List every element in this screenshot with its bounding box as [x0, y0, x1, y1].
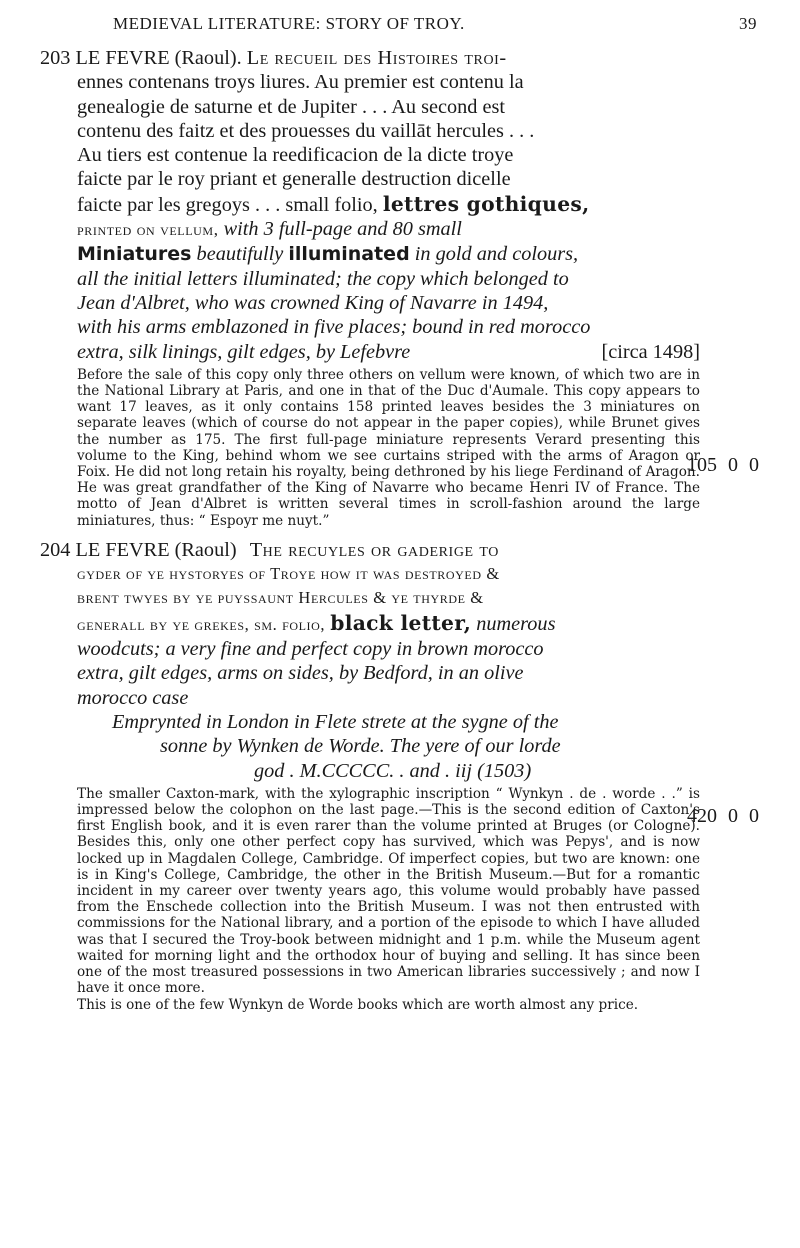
description-italic: morocco case: [77, 686, 189, 709]
description-italic: extra, gilt edges, arms on sides, by Bedford, in an olive: [77, 662, 524, 685]
imprint-line: god . M.CCCCC. . and . iij (1503): [254, 759, 532, 782]
entry-author: LE FEVRE (Raoul): [75, 538, 237, 561]
description-italic: with his arms emblazoned in five places; bound in red morocco: [77, 316, 591, 339]
format-blackletter: black letter,: [330, 610, 472, 635]
description-italic: in gold and colours,: [414, 243, 579, 266]
description-italic: beautifully: [196, 243, 284, 266]
entry-title-line: faicte par le roy priant et generalle destruction dicelle: [77, 168, 511, 191]
format-blackletter: lettres gothiques,: [382, 191, 590, 216]
catalogue-entry-203: [40, 46, 759, 529]
entry-title-line: faicte par les gregoys . . . small folio,: [77, 193, 378, 216]
price: 420 0 0: [687, 804, 759, 827]
date-note: [circa 1498]: [601, 340, 700, 363]
entry-title-line: Au tiers est contenue la reedificacion de la dicte troye: [77, 144, 514, 167]
entry-title-line: contenu des faitz et des prouesses du vaillāt hercules . . .: [77, 119, 535, 142]
entry-description: [40, 538, 700, 783]
illuminated-label: illuminated: [288, 243, 410, 266]
page-number: 39: [739, 14, 757, 33]
entry-note: [77, 786, 700, 1013]
entry-title-line: brent twyes by ye puyssaunt Hercules & ye thyrde &: [77, 588, 484, 608]
entry-note: [77, 367, 700, 529]
entry-title-line: generall by ye grekes, sm. folio,: [77, 614, 326, 634]
description-italic: with 3 full-page and 80 small: [223, 218, 462, 241]
description-italic: all the initial letters illuminated; the copy which belonged to: [77, 267, 569, 290]
note-paragraph: The smaller Caxton-mark, with the xylographic inscription “ Wynkyn . de . worde . .” is impressed below the colophon on the last page.—This is the second edition of Caxton's first English book, and it is even rarer than the volume printed at Bruges (or Cologne). Besides this, only one other perfect copy has survived, which was Pepys', and is now locked up in Magdalen College, Cambridge. Of imperfect copies, but two are known: one is in King's College, Cambridge, the other in the British Museum.—But for a romantic incident in my career over twenty years ago, this volume would probably have passed from the Enschede collection into the British Museum. I was not then entrusted with commissions for the National library, and a portion of the episode to which I have alluded was that I secured the Troy-book between midnight and 1 p.m. while the Museum agent waited for morning light and the orthodox hour of buying and selling. It has since been one of the most treasured possessions in two American libraries successively ; and now I have it once more.: [77, 785, 700, 997]
entry-title-line: gyder of ye hystoryes of Troye how it was destroyed &: [77, 564, 500, 584]
page: [40, 10, 759, 1013]
entry-title-start: Le recueil des Histoires troi-: [246, 47, 507, 69]
entry-title-line: genealogie de saturne et de Jupiter . . . Au second est: [77, 95, 506, 118]
description-italic: woodcuts; a very fine and perfect copy in brown morocco: [77, 638, 544, 661]
entry-title-start: The recuyles or gaderige to: [249, 538, 499, 561]
note-paragraph: Before the sale of this copy only three others on vellum were known, of which two are in the National Library at Paris, and one in that of the Duc d'Aumale. This copy appears to want 17 leaves, as it only contains 158 printed leaves besides the 3 miniatures on separate leaves (which of course do not appear in the paper copies), while Brunet gives the number as 175. The first full-page miniature represents Verard presenting this volume to the King, behind whom we see curtains striped with the arms of Aragon or Foix. He did not long retain his royalty, being dethroned by his liege Ferdinand of Aragon. He was great grandfather of the King of Navarre who became Henri IV of France. The motto of Jean d'Albret is written several times in scroll-fashion around the large miniatures, thus: “ Espoyr me nuyt.”: [77, 366, 700, 529]
imprint-line: Emprynted in London in Flete strete at the sygne of the: [112, 710, 559, 733]
description-italic: numerous: [476, 612, 556, 635]
running-title: MEDIEVAL LITERATURE: STORY OF TROY.: [113, 14, 465, 33]
entry-author: LE FEVRE (Raoul).: [75, 47, 242, 69]
price: 105 0 0: [687, 454, 759, 476]
printing-note: printed on vellum,: [77, 220, 219, 240]
description-italic: Jean d'Albret, who was crowned King of Navarre in 1494,: [77, 291, 549, 314]
miniatures-label: Miniatures: [77, 243, 192, 266]
note-paragraph: This is one of the few Wynkyn de Worde books which are worth almost any price.: [77, 996, 639, 1013]
entry-title-line: ennes contenans troys liures. Au premier est contenu la: [77, 71, 524, 94]
running-head: [40, 10, 755, 40]
entry-number: 204: [40, 538, 71, 561]
catalogue-entry-204: [40, 538, 759, 1013]
entry-number: 203: [40, 47, 71, 69]
description-italic: extra, silk linings, gilt edges, by Lefebvre: [77, 340, 411, 363]
entry-description: [40, 46, 700, 364]
imprint-line: sonne by Wynken de Worde. The yere of our lorde: [160, 735, 561, 758]
